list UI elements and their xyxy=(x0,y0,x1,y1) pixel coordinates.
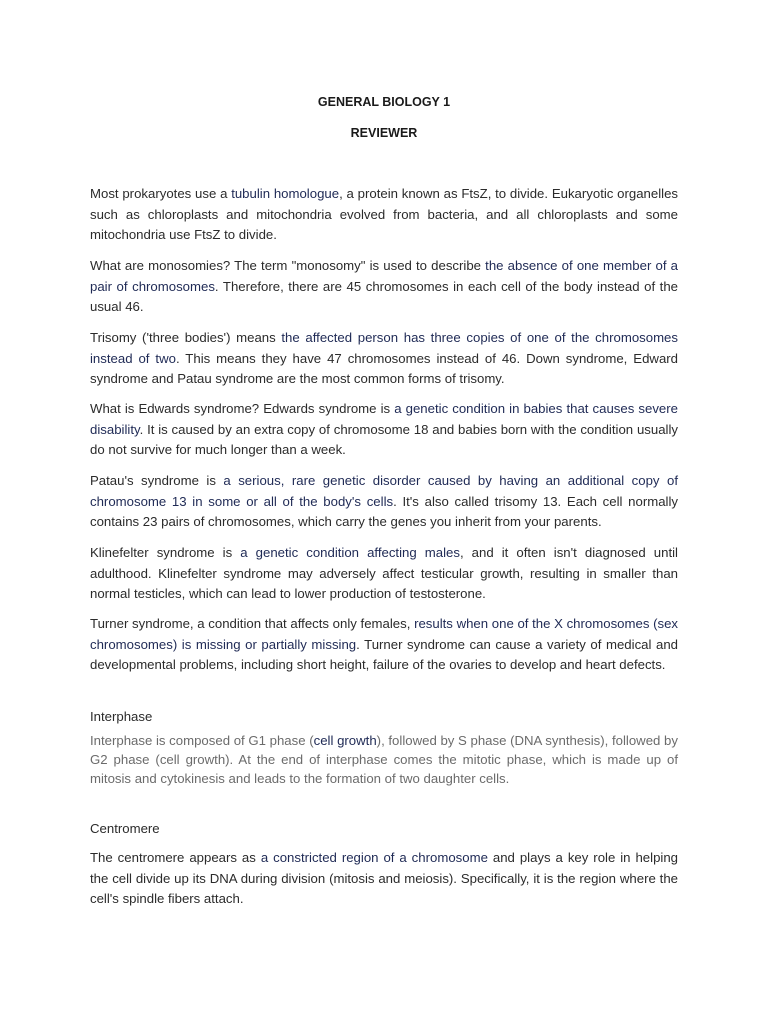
text-run: The centromere appears as xyxy=(90,850,261,865)
highlight-text: a genetic condition in babies that causes severe disability xyxy=(90,401,678,437)
text-run: What is Edwards syndrome? Edwards syndrome is xyxy=(90,401,395,416)
section-label-interphase: Interphase xyxy=(90,709,153,724)
section-label-centromere: Centromere xyxy=(90,821,160,836)
paragraph-klinefelter-syndrome xyxy=(90,543,678,605)
paragraph-monosomy xyxy=(90,256,678,318)
text-run: Klinefelter syndrome is xyxy=(90,545,241,560)
paragraph-patau-syndrome xyxy=(90,471,678,533)
paragraph-edwards-syndrome xyxy=(90,399,678,461)
paragraph-turner-syndrome xyxy=(90,614,678,676)
text-run: . Therefore, there are 45 chromosomes in each cell of the body instead of the usual 46. xyxy=(90,278,678,314)
highlight-text: the absence of one member of a pair of chromosomes xyxy=(90,258,678,294)
text-run: , and it often isn't diagnosed until adulthood. Klinefelter syndrome may adversely affect testicular growth, resulting in smaller than normal testicles, which can lead to lower production of testosterone. xyxy=(90,545,678,601)
text-run: , a protein known as FtsZ, to divide. Eukaryotic organelles such as chloroplasts and mitochondria evolved from bacteria, and all chloroplasts and some mitochondria use FtsZ to divide. xyxy=(90,186,679,242)
text-run: What are monosomies? The term "monosomy" is used to describe xyxy=(90,258,486,273)
highlight-text: tubulin homologue xyxy=(231,186,340,201)
text-run: . This means they have 47 chromosomes instead of 46. Down syndrome, Edward syndrome and Patau syndrome are the most common forms of trisomy. xyxy=(90,350,679,386)
paragraph-ftsz xyxy=(90,184,678,246)
highlight-text: results when one of the X chromosomes (sex chromosomes) is missing or partially missing xyxy=(90,616,678,652)
highlight-text: a genetic condition affecting males xyxy=(240,545,460,560)
document-subtitle: REVIEWER xyxy=(350,126,418,140)
highlight-text: cell growth xyxy=(313,733,377,748)
text-run: Trisomy ('three bodies') means xyxy=(90,330,282,345)
highlight-text: a constricted region of a chromosome xyxy=(260,850,488,865)
text-run: and plays a key role in helping the cell divide up its DNA during division (mitosis and meiosis). Specifically, it is the region where the cell's spindle fibers attach. xyxy=(90,850,678,906)
text-run: ), followed by S phase (DNA synthesis), followed by G2 phase (cell growth). At the end of interphase comes the mitotic phase, which is made up of mitosis and cytokinesis and leads to the formation of two daughter cells. xyxy=(90,733,678,786)
text-run: Interphase is composed of G1 phase ( xyxy=(90,733,314,748)
paragraph-interphase xyxy=(90,731,678,788)
highlight-text: a serious, rare genetic disorder caused by having an additional copy of chromosome 13 in some or all of the body's cells xyxy=(90,473,678,509)
paragraph-trisomy xyxy=(90,328,678,390)
text-run: . Turner syndrome can cause a variety of medical and developmental problems, including short height, failure of the ovaries to develop and heart defects. xyxy=(90,636,678,672)
highlight-text: the affected person has three copies of one of the chromosomes instead of two xyxy=(90,330,678,366)
text-run: Turner syndrome, a condition that affects only females, xyxy=(90,616,415,631)
paragraph-centromere xyxy=(90,848,678,910)
text-run: . It is caused by an extra copy of chromosome 18 and babies born with the condition usually do not survive for much longer than a week. xyxy=(90,421,678,457)
text-run: Patau's syndrome is xyxy=(90,473,224,488)
text-run: Most prokaryotes use a xyxy=(90,186,232,201)
text-run: . It's also called trisomy 13. Each cell normally contains 23 pairs of chromosomes, which carry the genes you inherit from your parents. xyxy=(90,493,678,529)
document-title: GENERAL BIOLOGY 1 xyxy=(317,95,451,109)
